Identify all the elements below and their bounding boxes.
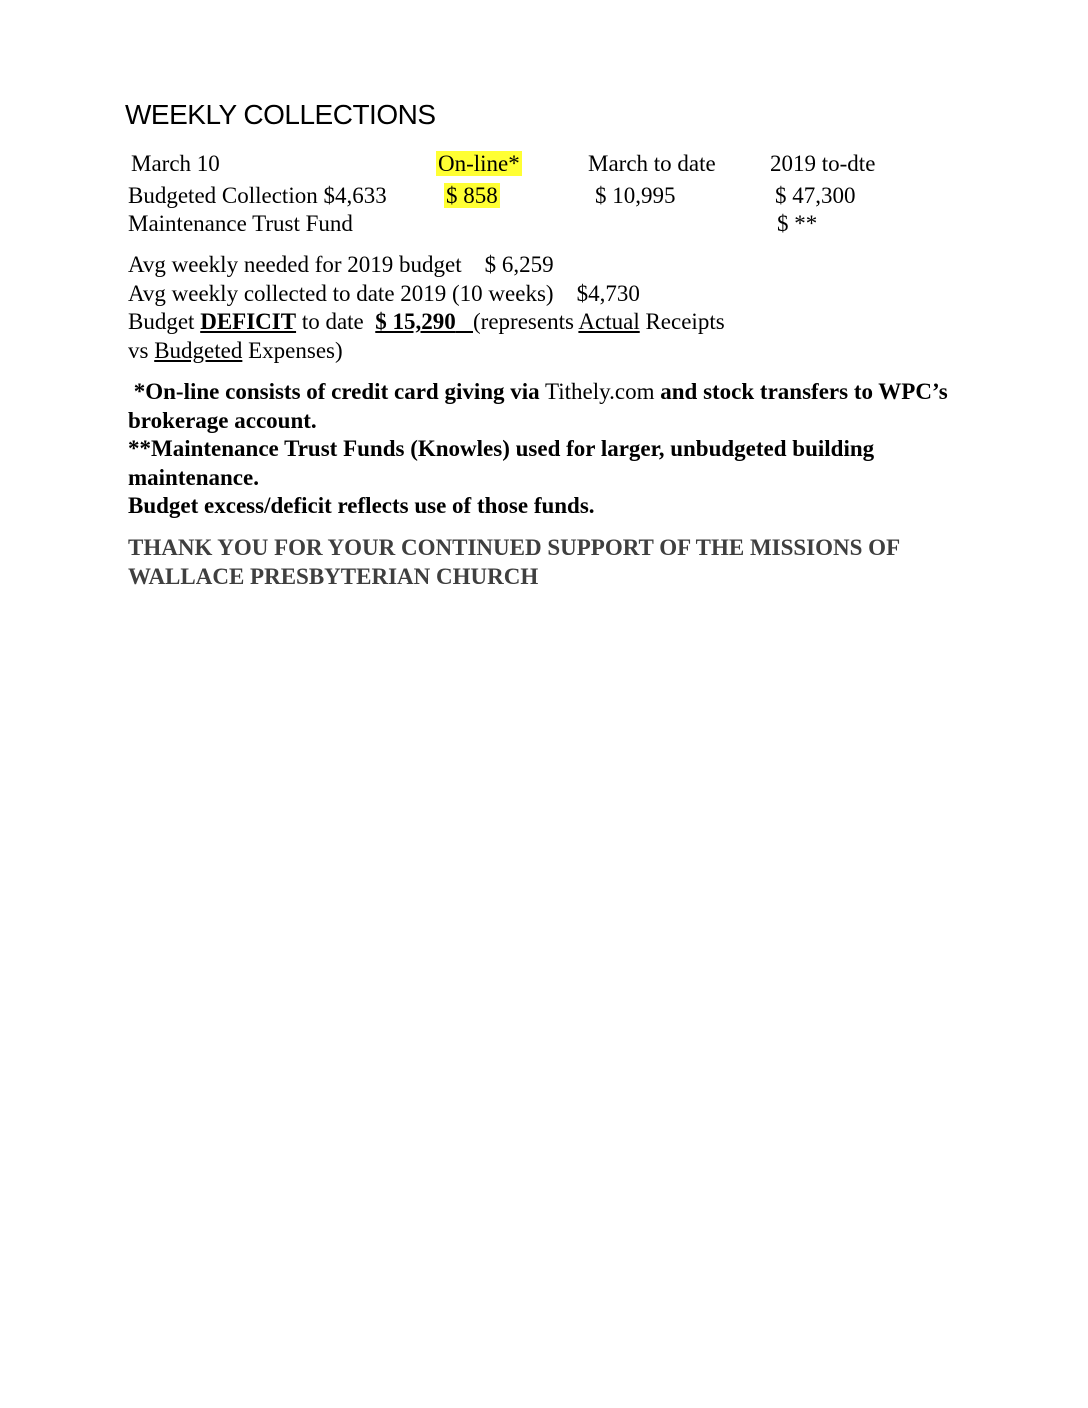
vs-text: vs [128, 338, 149, 363]
vs-budgeted-line [128, 337, 343, 365]
footnotes [128, 378, 958, 521]
receipts-text: Receipts [645, 309, 725, 334]
maintenance-trust-label: Maintenance Trust Fund [128, 211, 353, 236]
online-label-highlight: On-line* [438, 151, 520, 176]
online-note [128, 378, 958, 435]
maintenance-note: **Maintenance Trust Funds (Knowles) used for larger, unbudgeted building maintenance. [128, 436, 875, 490]
deficit-mid: to date [301, 309, 364, 334]
budgeted-word: Budgeted [154, 338, 243, 363]
online-note-start: *On-line consists of credit card giving via [133, 379, 540, 404]
avg-needed-line [128, 251, 554, 279]
thank-you-message: THANK YOU FOR YOUR CONTINUED SUPPORT OF THE MISSIONS OF WALLACE PRESBYTERIAN CHURCH [128, 535, 900, 589]
online-value [444, 182, 500, 210]
actual-word: Actual [578, 309, 640, 334]
online-note-site: Tithely.com [545, 379, 655, 404]
avg-collected-line [128, 280, 640, 308]
online-note-end: and stock transfers to WPC’s brokerage account. [128, 379, 948, 433]
maintenance-trust-value: $ ** [777, 211, 818, 236]
avg-needed-label: Avg weekly needed for 2019 budget [128, 252, 462, 277]
avg-needed-value: $ 6,259 [484, 252, 554, 277]
represents-prefix: (represents [473, 309, 574, 334]
excess-note: Budget excess/deficit reflects use of those funds. [128, 493, 595, 518]
avg-collected-value: $4,730 [576, 281, 640, 306]
deficit-word: DEFICIT [200, 309, 297, 334]
avg-collected-label: Avg weekly collected to date 2019 (10 weeks) [128, 281, 554, 306]
month-to-date-label: March to date [588, 151, 716, 176]
deficit-value [375, 309, 473, 334]
page-title: WEEKLY COLLECTIONS [125, 99, 436, 130]
online-label [436, 150, 522, 178]
week-label: March 10 [131, 151, 220, 176]
year-to-date-label: 2019 to-dte [770, 151, 876, 176]
online-value-highlight: $ 858 [446, 183, 498, 208]
month-to-date-value: $ 10,995 [595, 183, 676, 208]
expenses-text: Expenses) [248, 338, 343, 363]
deficit-line [128, 308, 725, 336]
year-to-date-value: $ 47,300 [775, 183, 856, 208]
deficit-value-text: $ 15,290 [375, 309, 456, 334]
budgeted-collection-label: Budgeted Collection $4,633 [128, 183, 387, 208]
deficit-prefix: Budget [128, 309, 195, 334]
